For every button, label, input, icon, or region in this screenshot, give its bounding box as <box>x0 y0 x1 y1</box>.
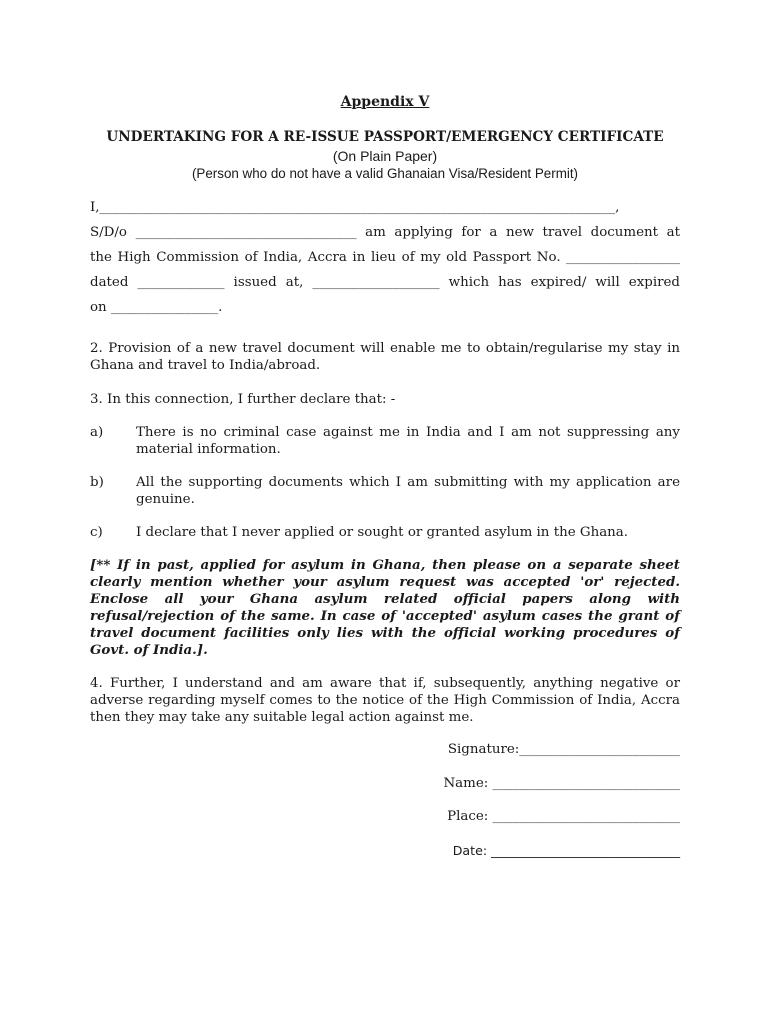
paragraph-3: 3. In this connection, I further declare that: - <box>90 392 396 407</box>
declaration-text: I declare that I never applied or sought or granted asylum in the Ghana. <box>136 525 629 540</box>
intro-passport-line: the High Commission of India, Accra in lieu of my old Passport No. _________________ <box>90 250 680 265</box>
declaration-text: There is no criminal case against me in India and I am not suppressing any material information. <box>136 425 680 457</box>
declaration-marker: b) <box>90 475 104 490</box>
declaration-marker: c) <box>90 525 103 540</box>
intro-expiry-line: on ________________. <box>90 300 223 315</box>
date-field: Date: ______________________________ <box>452 843 680 858</box>
place-field: Place: ____________________________ <box>447 809 680 824</box>
document-subtitle: (On Plain Paper) <box>332 148 438 164</box>
paragraph-2: 2. Provision of a new travel document will enable me to obtain/regularise my stay in Ghana and travel to India/abroad. <box>90 341 680 373</box>
intro-dated-line: dated _____________ issued at, ___________________ which has expired/ will expired <box>90 275 680 290</box>
document-title: UNDERTAKING FOR A RE-ISSUE PASSPORT/EMERGENCY CERTIFICATE <box>106 129 664 145</box>
declaration-text: All the supporting documents which I am submitting with my application are genuine. <box>136 475 680 507</box>
intro-parent-line: S/D/o _________________________________ am applying for a new travel document at <box>90 225 680 240</box>
declaration-marker: a) <box>90 425 104 440</box>
asylum-note: [** If in past, applied for asylum in Ghana, then please on a separate sheet clearly mention whether your asylum request was accepted 'or' rejected. Enclose all your Ghana asylum related official papers along with refusal/rejection of the same. In case of 'accepted' asylum cases the grant of travel document facilities only lies with the official working procedures of Govt. of India.]. <box>90 557 680 658</box>
name-field: Name: ____________________________ <box>443 776 680 791</box>
paragraph-4: 4. Further, I understand and am aware that if, subsequently, anything negative or adverse regarding myself comes to the notice of the High Commission of India, Accra then they may take any suitable legal action against me. <box>90 676 680 725</box>
intro-name-line: I,_____________________________________________________________________________, <box>90 200 620 215</box>
signature-field: Signature:________________________ <box>447 742 680 757</box>
document-subtitle-applicability: (Person who do not have a valid Ghanaian Visa/Resident Permit) <box>191 166 579 181</box>
appendix-heading: Appendix V <box>340 94 430 110</box>
